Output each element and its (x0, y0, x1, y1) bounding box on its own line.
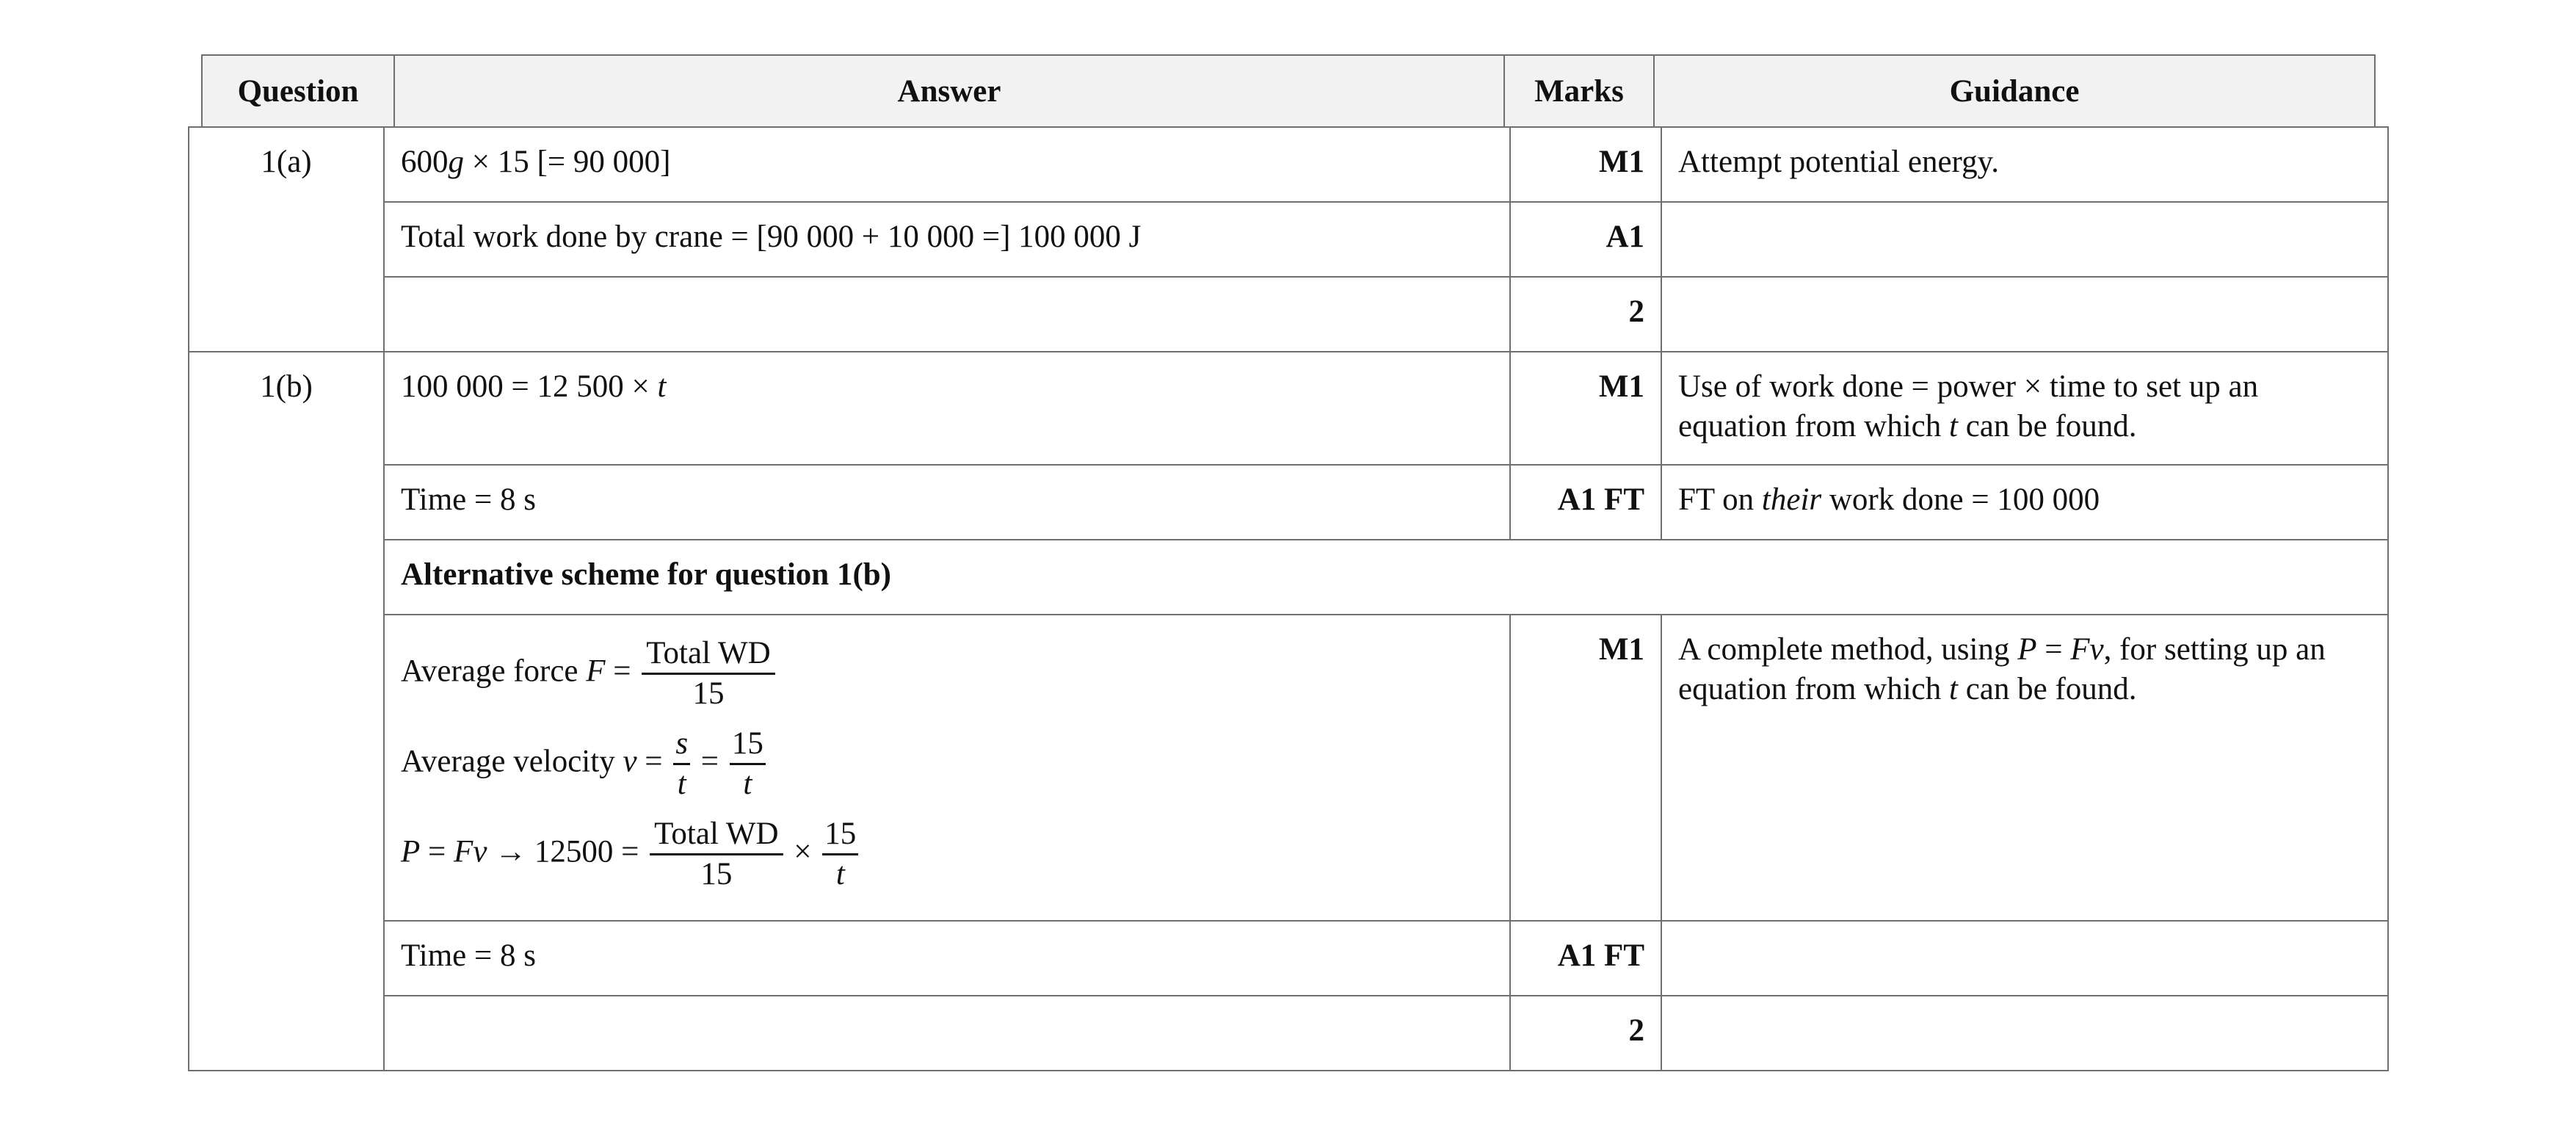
answer-cell (384, 127, 1510, 202)
header-answer: Answer (394, 55, 1504, 127)
guidance-text: Use of work done = power × time to set up an equation from which (1678, 369, 2259, 444)
math-variable: P (401, 834, 421, 869)
mark-scheme-table (188, 126, 2389, 1071)
answer-variable: t (657, 369, 667, 404)
fraction-numerator: Total WD (642, 634, 774, 675)
guidance-text: FT on (1678, 482, 1762, 517)
guidance-text: = (2036, 632, 2071, 667)
question-label-1a: 1(a) (189, 127, 384, 352)
guidance-variable: t (1949, 672, 1958, 706)
guidance-text: can be found. (1957, 672, 2137, 706)
guidance-cell: Attempt potential energy. (1661, 127, 2388, 202)
fraction-denominator: t (677, 767, 686, 801)
marks-total-cell: 2 (1510, 277, 1661, 352)
guidance-cell (1661, 277, 2388, 352)
fraction-numerator: 15 (730, 725, 766, 765)
math-operator: = (420, 834, 454, 869)
marks-cell: M1 (1510, 352, 1661, 465)
header-table (201, 54, 2376, 128)
guidance-text: can be found. (1957, 409, 2137, 444)
guidance-cell (1661, 465, 2388, 540)
table-row (189, 615, 2388, 921)
marks-cell: A1 FT (1510, 921, 1661, 996)
fraction (822, 815, 858, 894)
guidance-cell (1661, 202, 2388, 277)
marks-cell: M1 (1510, 615, 1661, 921)
fraction-numerator: s (673, 725, 690, 765)
math-operator: = (636, 744, 671, 779)
math-variable: Fv (454, 834, 487, 869)
alternative-scheme-title: Alternative scheme for question 1(b) (384, 540, 2388, 615)
average-velocity-line (401, 725, 1493, 803)
marks-cell: A1 FT (1510, 465, 1661, 540)
fraction (673, 725, 690, 803)
guidance-text: work done = 100 000 (1821, 482, 2100, 517)
fraction-numerator: Total WD (650, 815, 783, 855)
guidance-emphasis: their (1761, 482, 1822, 517)
guidance-variable: t (1949, 409, 1958, 444)
answer-variable: g (448, 145, 464, 179)
math-operator: × (786, 834, 820, 869)
table-row (189, 127, 2388, 202)
marks-cell: A1 (1510, 202, 1661, 277)
table-row (189, 540, 2388, 615)
answer-cell (384, 996, 1510, 1071)
math-operator: = (605, 654, 639, 689)
fraction-denominator: t (743, 767, 752, 801)
answer-cell (384, 615, 1510, 921)
question-label-1b: 1(b) (189, 352, 384, 1071)
guidance-text: , for setting up an equation from which (1678, 632, 2326, 706)
fraction (730, 725, 766, 803)
table-row (189, 465, 2388, 540)
answer-text: 600 (401, 145, 449, 179)
header-question: Question (202, 55, 394, 127)
answer-text: 100 000 = 12 500 × (401, 369, 658, 404)
fraction-denominator: t (835, 857, 845, 891)
guidance-variable: Fv (2070, 632, 2104, 667)
answer-cell: Total work done by crane = [90 000 + 10 000 =] 100 000 J (384, 202, 1510, 277)
math-operator: = (693, 744, 727, 779)
math-variable: F (586, 654, 606, 689)
header-marks: Marks (1504, 55, 1654, 127)
answer-cell: Time = 8 s (384, 921, 1510, 996)
guidance-cell (1661, 921, 2388, 996)
answer-cell: Time = 8 s (384, 465, 1510, 540)
fraction-denominator: 15 (692, 676, 725, 711)
header-guidance: Guidance (1654, 55, 2375, 127)
marks-total-cell: 2 (1510, 996, 1661, 1071)
answer-cell (384, 277, 1510, 352)
math-operator: → 12500 = (487, 834, 647, 869)
table-row (189, 921, 2388, 996)
table-row (189, 277, 2388, 352)
fraction-denominator: 15 (700, 857, 733, 891)
table-row (189, 352, 2388, 465)
fraction-numerator: 15 (822, 815, 858, 855)
header-row (202, 55, 2375, 127)
guidance-text: A complete method, using (1678, 632, 2018, 667)
fraction (650, 815, 783, 894)
power-equation-line (401, 815, 1493, 894)
guidance-variable: P (2017, 632, 2037, 667)
fraction (642, 634, 774, 713)
math-variable: v (623, 744, 637, 779)
marks-cell: M1 (1510, 127, 1661, 202)
guidance-cell (1661, 352, 2388, 465)
math-label: Average velocity (401, 744, 623, 779)
average-force-line (401, 634, 1493, 713)
table-row (189, 202, 2388, 277)
guidance-cell (1661, 996, 2388, 1071)
answer-cell (384, 352, 1510, 465)
table-row (189, 996, 2388, 1071)
answer-text: × 15 [= 90 000] (464, 145, 671, 179)
guidance-cell (1661, 615, 2388, 921)
math-label: Average force (401, 654, 587, 689)
